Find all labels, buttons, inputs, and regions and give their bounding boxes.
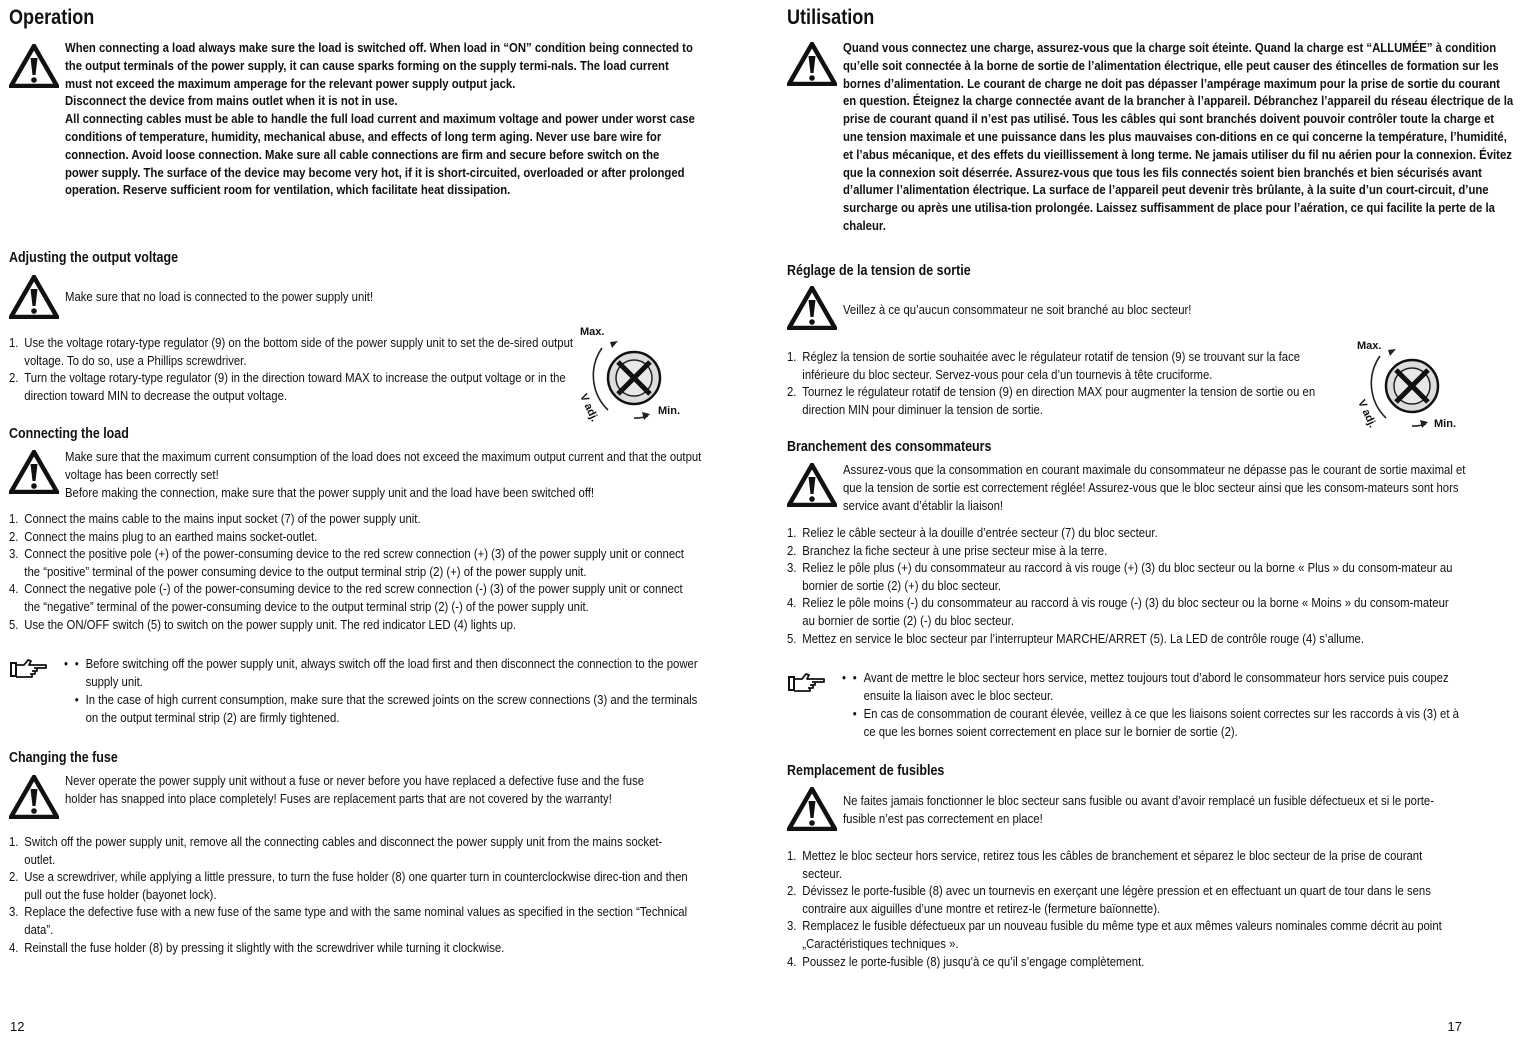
list-number: 2. (9, 371, 19, 386)
list-item (787, 384, 1350, 419)
page-number: 17 (1447, 1019, 1462, 1034)
list-item-text: Connect the negative pole (-) of the power-consuming device to the red screw connection (-) (3) of the power supply unit or connect the “negative” terminal of the power-consuming device to the output terminal strip (2) (-) of the power supply unit. (24, 582, 683, 614)
list-item-text: Reinstall the fuse holder (8) by pressing it slightly with the screwdriver while turning it clockwise. (24, 940, 505, 955)
list-number: 1. (9, 336, 19, 350)
list-number: 2. (787, 543, 797, 558)
list-item (9, 834, 693, 869)
list-item (787, 543, 1458, 561)
connect-notes (64, 655, 698, 727)
list-item (9, 869, 693, 904)
connect-warning-text: Make sure that the maximum current consumption of the load does not exceed the maximum output current and that the output voltage has been correctly set! (65, 450, 702, 482)
list-number: 1. (9, 835, 19, 849)
adjust-warning (843, 302, 1483, 320)
fuse-warning (65, 773, 665, 809)
operation-warning (65, 40, 705, 200)
note-item: • • Avant de mettre le bloc secteur hors service, mettez toujours tout d’abord le consommateur hors service puis coupez ensuite la liaison avec le bloc secteur. (853, 669, 1472, 705)
list-number: 1. (787, 526, 797, 540)
list-item (787, 349, 1350, 384)
section-heading-connect: Branchement des consommateurs (787, 439, 992, 455)
list-item (9, 370, 576, 405)
list-number: 4. (787, 596, 797, 611)
note-item: • En cas de consommation de courant élevée, veillez à ce que les liaisons soient correctes sur les raccords à vis (3) et à ce que les bornes soient correctement en place sur le bornier de sortie (2). (853, 705, 1472, 741)
warning-icon (9, 44, 59, 88)
list-item (9, 904, 693, 939)
adjust-steps (9, 335, 579, 405)
operation-warning-para: Disconnect the device from mains outlet when it is not in use. (65, 94, 398, 109)
connect-warning (843, 462, 1483, 515)
list-number: 4. (9, 582, 19, 597)
list-item-text: Use a screwdriver, while applying a little pressure, to turn the fuse holder (8) one quarter turn in counterclockwise direc-tion and then pull out the fuse holder (bayonet lock). (24, 870, 688, 902)
list-item-text: Remplacez le fusible défectueux par un nouveau fusible du même type et aux mêmes valeurs nominales comme décrit au point „Caractéristiques techniques ». (802, 919, 1442, 951)
list-number: 4. (9, 940, 19, 955)
warning-icon (787, 787, 837, 831)
page-title: Operation (9, 6, 95, 29)
pointing-hand-icon (10, 657, 48, 679)
list-number: 1. (9, 512, 19, 526)
connect-steps (9, 511, 699, 634)
warning-icon (787, 463, 837, 507)
section-heading-fuse: Changing the fuse (9, 750, 118, 766)
list-number: 3. (787, 919, 797, 934)
list-item-text: Use the ON/OFF switch (5) to switch on the power supply unit. The red indicator LED (4) lights up. (24, 617, 517, 632)
fuse-steps (9, 834, 699, 957)
page-right (778, 0, 1526, 1044)
list-item (9, 617, 693, 635)
operation-warning-para: Quand vous connectez une charge, assurez-vous que la charge soit éteinte. Quand la charge est “ALLUMÉE” à condition qu’elle soit connectée à la borne de sortie de l’alimentation électrique, elle peut causer des étincelles de formation sur les bornes d’alimentation. Le courant de charge ne doit pas dépasser l’ampérage maximum pour la prise de sortie du courant en question. Éteignez la charge connectée avant de la brancher à l’appareil. Débranchez l’appareil du réseau électrique de la prise de courant quand il n’est pas utilisé. Tous les câbles qui sont branchés doivent pouvoir contrôler toute la charge et une tension maximale et une puissance dans les plus mauvaises con-ditions en ce qui concerne la température, l’humidité, et l’abus mécanique, et des effets du vieillissement à long terme. Ne jamais utiliser du fil nu aérien pour la connexion. Évitez que la connexion soit déserrée. Assurez-vous que tous les fils connectés soient bien branchés et bien sécurisés avant d’allumer l’alimentation électrique. La surface de l’appareil peut devenir très brûlante, à la suite d’un court-circuit, d’une surcharge ou après une utilisa-tion prolongée. Laissez suffisamment de place pour l’aération, ce qui facilite la perte de la chaleur. (843, 41, 1514, 233)
list-item-text: Dévissez le porte-fusible (8) avec un tournevis en exerçant une légère pression et en effectuant un quart de tour dans le sens contraire aux aiguilles d’une montre et retirez-le (fermeture baïonnette). (802, 884, 1431, 916)
list-item (9, 940, 693, 958)
list-item (787, 560, 1458, 595)
list-item-text: Connect the mains plug to an earthed mains socket-outlet. (24, 529, 318, 544)
list-number: 2. (787, 385, 797, 400)
list-item-text: Turn the voltage rotary-type regulator (9) in the direction toward MAX to increase the output voltage or in the direction toward MIN to decrease the output voltage. (24, 371, 566, 403)
page-number: 12 (10, 1019, 25, 1034)
knob-vadj-label: V adj. (1355, 398, 1379, 430)
adjust-warning-text: Make sure that no load is connected to the power supply unit! (65, 290, 374, 304)
operation-warning-para: All connecting cables must be able to handle the full load current and maximum voltage and power under worst case conditions of temperature, humidity, mechanical abuse, and effects of long term aging. Never use bare wire for connection. Avoid loose connection. Make sure all cable connections are firm and secure before switch on the power supply. The surface of the device may become very hot, if it is short-circuited, overloaded or after prolonged operation. Reserve sufficient room for ventilation, which facilitate heat dissipation. (65, 112, 695, 198)
list-item-text: Connect the mains cable to the mains input socket (7) of the power supply unit. (24, 512, 421, 526)
knob-min-label: Min. (1434, 418, 1456, 430)
knob-max-label: Max. (580, 326, 605, 338)
list-item (787, 631, 1458, 649)
warning-icon (9, 275, 59, 319)
list-item (9, 335, 576, 370)
note-item: • In the case of high current consumption, make sure that the screwed joints on the screw connections (3) and the terminals on the output terminal strip (2) are firmly tightened. (75, 691, 705, 727)
section-heading-fuse: Remplacement de fusibles (787, 763, 945, 779)
list-item (9, 546, 693, 581)
connect-steps (787, 525, 1459, 648)
adjust-warning-text: Veillez à ce qu’aucun consommateur ne soit branché au bloc secteur! (843, 303, 1192, 317)
list-item (787, 918, 1458, 953)
list-item-text: Reliez le pôle plus (+) du consommateur au raccord à vis rouge (+) (3) du bloc secteur ou la borne « Plus » du consom-mateur au bornier de sortie (2) (+) du bloc secteur. (802, 561, 1453, 593)
warning-icon (9, 450, 59, 494)
list-item (787, 525, 1458, 543)
knob-min-label: Min. (658, 405, 680, 417)
list-item (787, 595, 1458, 630)
list-item-text: Reliez le câble secteur à la douille d’entrée secteur (7) du bloc secteur. (802, 526, 1158, 540)
list-item-text: Switch off the power supply unit, remove all the connecting cables and disconnect the power supply unit from the mains socket-outlet. (24, 835, 663, 867)
list-number: 4. (787, 954, 797, 969)
list-number: 5. (9, 617, 19, 632)
adjust-steps (787, 349, 1352, 419)
list-number: 1. (787, 350, 797, 364)
list-item (9, 581, 693, 616)
list-number: 3. (787, 561, 797, 576)
list-number: 1. (787, 849, 797, 863)
section-heading-connect: Connecting the load (9, 426, 129, 442)
pointing-hand-icon (788, 671, 826, 693)
list-item-text: Poussez le porte-fusible (8) jusqu’à ce qu’il s’engage complètement. (802, 954, 1145, 969)
list-number: 3. (9, 905, 19, 920)
list-item-text: Mettez en service le bloc secteur par l’interrupteur MARCHE/ARRET (5). La LED de contrôle rouge (4) s’allume. (802, 631, 1365, 646)
section-heading-adjust: Réglage de la tension de sortie (787, 263, 971, 279)
list-number: 2. (9, 870, 19, 885)
fuse-warning-text: Never operate the power supply unit without a fuse or never before you have replaced a defective fuse and the fuse holder has snapped into place completely! Fuses are replacement parts that are not covered by the warranty! (65, 774, 645, 806)
adjust-warning (65, 289, 705, 307)
list-number: 3. (9, 547, 19, 562)
list-item-text: Branchez la fiche secteur à une prise secteur mise à la terre. (802, 543, 1108, 558)
operation-warning-para: When connecting a load always make sure the load is switched off. When load in “ON” condition being connected to the output terminals of the power supply, it can cause sparks forming on the supply termi-nals. The load current must not exceed the maximum amperage for the relevant power supply output jack. (65, 41, 693, 91)
list-item (787, 954, 1458, 972)
list-item (787, 883, 1458, 918)
list-item (9, 529, 693, 547)
note-item: • • Before switching off the power supply unit, always switch off the load first and then disconnect the connection to the power supply unit. (75, 655, 705, 691)
list-item-text: Tournez le régulateur rotatif de tension (9) en direction MAX pour augmenter la tension de sortie ou en direction MIN pour diminuer la tension de sortie. (802, 385, 1316, 417)
list-item-text: Réglez la tension de sortie souhaitée avec le régulateur rotatif de tension (9) se trouvant sur la face inférieure du bloc secteur. Servez-vous pour cela d’un tournevis à tête cruciforme. (802, 350, 1301, 382)
connect-warning-text: Assurez-vous que la consommation en courant maximale du consommateur ne dépasse pas le courant de sortie maximal et que la tension de sortie est correctement réglée! Assurez-vous que le bloc secteur ainsi que les consom-mateurs sont hors service avant d’établir la liaison! (843, 463, 1466, 513)
section-heading-adjust: Adjusting the output voltage (9, 250, 179, 266)
list-item-text: Use the voltage rotary-type regulator (9) on the bottom side of the power supply unit to set the de-sired output voltage. To do so, use a Phillips screwdriver. (24, 336, 574, 368)
fuse-steps (787, 848, 1459, 971)
list-item (9, 511, 693, 529)
fuse-warning (843, 793, 1463, 829)
connect-warning (65, 449, 715, 502)
warning-icon (787, 42, 837, 86)
list-item-text: Replace the defective fuse with a new fuse of the same type and with the same nominal values as specified in the section “Technical data”. (24, 905, 688, 937)
connect-notes (842, 669, 1462, 741)
list-item-text: Reliez le pôle moins (-) du consommateur au raccord à vis rouge (-) (3) du bloc secteur ou la borne « Moins » du consom-mateur au bornier de sortie (2) (-) du bloc secteur. (802, 596, 1449, 628)
list-number: 2. (9, 529, 19, 544)
knob-max-label: Max. (1357, 340, 1382, 352)
page-left (0, 0, 740, 1044)
list-number: 5. (787, 631, 797, 646)
connect-warning-text: Before making the connection, make sure that the power supply unit and the load have been switched off! (65, 485, 595, 500)
warning-icon (787, 286, 837, 330)
list-item (787, 848, 1458, 883)
list-number: 2. (787, 884, 797, 899)
knob-vadj-label: V adj. (577, 392, 601, 424)
list-item-text: Mettez le bloc secteur hors service, retirez tous les câbles de branchement et séparez le bloc secteur de la prise de courant secteur. (802, 849, 1423, 881)
fuse-warning-text: Ne faites jamais fonctionner le bloc secteur sans fusible ou avant d’avoir remplacé un fusible défectueux et si le porte-fusible n’est pas correctement en place! (843, 794, 1434, 826)
warning-icon (9, 775, 59, 819)
list-item-text: Connect the positive pole (+) of the power-consuming device to the red screw connection (+) (3) of the power supply unit or connect the “positive” terminal of the power consuming device to the output terminal strip (2) (+) of the power supply unit. (24, 547, 684, 579)
operation-warning (843, 40, 1515, 236)
page-title: Utilisation (787, 6, 875, 29)
